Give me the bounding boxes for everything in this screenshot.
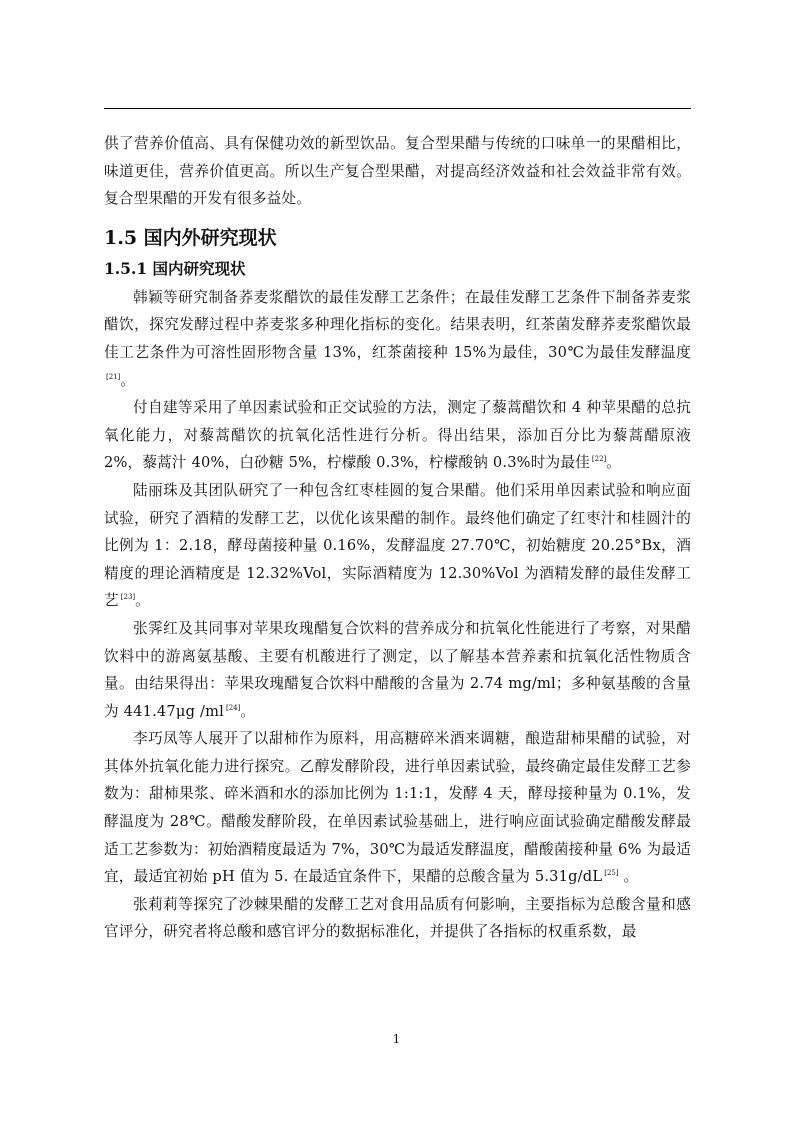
paragraph bbox=[104, 725, 691, 891]
paragraph: 供了营养价值高、具有保健功效的新型饮品。复合型果醋与传统的口味单一的果醋相比，味道更佳，营养价值更高。所以生产复合型果醋，对提高经济效益和社会效益非常有效。复合型果醋的开发有很多益处。 bbox=[104, 135, 691, 208]
document-body bbox=[104, 130, 691, 946]
paragraph-end: 。 bbox=[240, 702, 256, 720]
paragraph-text: 陆丽珠及其团队研究了一种包含红枣桂圆的复合果醋。他们采用单因素试验和响应面试验，研究了酒精的发酵工艺，以优化该果醋的制作。最终他们确定了红枣汁和桂圆汁的比例为 1：2.18，酵母菌接种量 0.16%，发酵温度 27.70℃，初始糖度 20.25°Bx，酒精度的理论酒精度是 12.32%Vol，实际酒精度为 12.30%Vol 为酒精发酵的最佳发酵工艺 bbox=[104, 481, 691, 610]
citation-ref: [23] bbox=[120, 593, 136, 602]
subsection-heading: 1.5.1 国内研究现状 bbox=[104, 258, 246, 278]
paragraph: 张莉莉等探究了沙棘果醋的发酵工艺对食用品质有何影响，主要指标为总酸含量和感官评分，研究者将总酸和感官评分的数据标准化，并提供了各指标的权重系数，最 bbox=[104, 895, 691, 941]
paragraph-text: 李巧凤等人展开了以甜柿作为原料，用高糖碎米酒来调糖，酿造甜柿果醋的试验，对其体外抗氧化能力进行探究。乙醇发酵阶段，进行单因素试验，最终确定最佳发酵工艺参数为：甜柿果浆、碎米酒和水的添加比例为 1:1:1，发酵 4 天，酵母接种量为 0.1%，发酵温度为 28℃。醋酸发酵阶段，在单因素试验基础上，进行响应面试验确定醋酸发酵最适工艺参数为：初始酒精度最适为 7%，30℃为最适发酵温度，醋酸菌接种量 6% 为最适宜，最适宜初始 pH 值为 5. 在最适宜条件下，果醋的总酸含量为 5.31g/dL bbox=[104, 730, 691, 886]
paragraph bbox=[104, 615, 691, 725]
paragraph-end: 。 bbox=[120, 371, 136, 389]
header-rule bbox=[104, 108, 691, 109]
paragraph-end: 。 bbox=[618, 868, 639, 886]
paragraph bbox=[104, 284, 691, 394]
section-heading: 1.5 国内外研究现状 bbox=[104, 226, 277, 249]
paragraph-end: 。 bbox=[606, 454, 622, 472]
paragraph bbox=[104, 477, 691, 615]
paragraph-text: 张霁红及其同事对苹果玫瑰醋复合饮料的营养成分和抗氧化性能进行了考察，对果醋饮料中的游离氨基酸、主要有机酸进行了测定，以了解基本营养素和抗氧化活性物质含量。由结果得出：苹果玫瑰醋复合饮料中醋酸的含量为 2.74 mg/ml；多种氨基酸的含量为 441.47μg /ml bbox=[104, 619, 691, 720]
citation-ref: [21] bbox=[106, 372, 121, 381]
paragraph-text: 韩颖等研究制备荞麦浆醋饮的最佳发酵工艺条件；在最佳发酵工艺条件下制备荞麦浆醋饮，探究发酵过程中荞麦浆多种理化指标的变化。结果表明，红茶菌发酵荞麦浆醋饮最佳工艺条件为可溶性固形物含量 13%，红茶菌接种 15%为最佳，30℃为最佳发酵温度 bbox=[104, 288, 691, 361]
citation-ref: [22] bbox=[591, 455, 607, 464]
citation-ref: [25] bbox=[604, 869, 619, 878]
citation-ref: [24] bbox=[226, 703, 241, 712]
paragraph-end: 。 bbox=[135, 592, 150, 610]
paragraph-text: 付自建等采用了单因素试验和正交试验的方法，测定了藜蒿醋饮和 4 种苹果醋的总抗氧化能力，对藜蒿醋饮的抗氧化活性进行分析。得出结果，添加百分比为藜蒿醋原液 2%，藜蒿汁 40%，白砂糖 5%，柠檬酸 0.3%，柠檬酸钠 0.3%时为最佳 bbox=[104, 399, 691, 472]
page-number: 1 bbox=[392, 1032, 401, 1046]
paragraph bbox=[104, 394, 691, 477]
